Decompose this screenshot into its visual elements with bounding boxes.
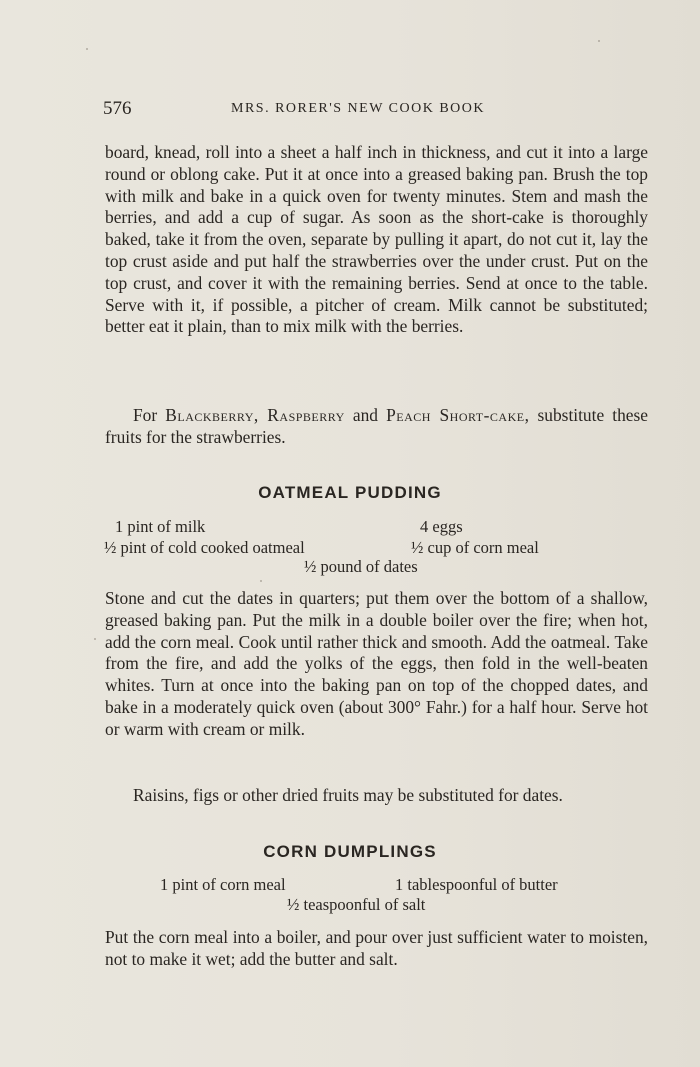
oatmeal-pudding-note: Raisins, figs or other dried fruits may be substituted for dates. bbox=[133, 785, 563, 805]
page-header bbox=[103, 98, 648, 122]
ingredient-item: 4 eggs bbox=[420, 517, 463, 536]
variation-tail: substitute these fruits for the strawberries. bbox=[105, 405, 648, 447]
paper-speck bbox=[94, 638, 96, 640]
recipe-title-oatmeal-pudding: OATMEAL PUDDING bbox=[258, 483, 442, 502]
ingredient-item: ½ cup of corn meal bbox=[411, 538, 539, 557]
ingredient-item: 1 pint of milk bbox=[115, 517, 206, 536]
running-title: MRS. RORER'S NEW COOK BOOK bbox=[231, 101, 486, 116]
recipe-title-corn-dumplings: CORN DUMPLINGS bbox=[263, 842, 437, 861]
variation-peach: Peach Short-cake, bbox=[386, 405, 530, 425]
paper-speck bbox=[260, 580, 262, 582]
ingredient-item: ½ pint of cold cooked oatmeal bbox=[104, 538, 305, 557]
paper-speck bbox=[86, 48, 88, 50]
page-number: 576 bbox=[103, 98, 132, 119]
shortcake-paragraph: board, knead, roll into a sheet a half inch in thickness, and cut it into a large round or oblong cake. Put it at once into a greased baking pan. Brush the top with milk and bake in a quick oven for twenty minutes. Stem and mash the berries, and add a cup of sugar. As soon as the short-cake is thoroughly baked, take it from the oven, separate by pulling it apart, do not cut it, lay the top crust aside and put half the strawberries over the under crust. Put on the top crust, and cover it with the remaining berries. Send at once to the table. Serve with it, if possible, a pitcher of cream. Milk cannot be substituted; better eat it plain, than to mix milk with the berries. bbox=[105, 142, 648, 337]
corn-dumplings-method: Put the corn meal into a boiler, and pour over just sufficient water to moisten, not to make it wet; add the butter and salt. bbox=[105, 927, 648, 969]
ingredient-item: ½ pound of dates bbox=[304, 557, 418, 576]
ingredient-item: 1 tablespoonful of butter bbox=[395, 875, 558, 894]
variation-and: and bbox=[352, 405, 378, 425]
variation-lead: For bbox=[133, 405, 158, 425]
paper-speck bbox=[598, 40, 600, 42]
ingredient-item: 1 pint of corn meal bbox=[160, 875, 286, 894]
oatmeal-pudding-method: Stone and cut the dates in quarters; put them over the bottom of a shallow, greased baking pan. Put the milk in a double boiler over the fire; when hot, add the corn meal. Cook until rather thick and smooth. Add the oatmeal. Take from the fire, and add the yolks of the eggs, then fold in the well-beaten whites. Turn at once into the baking pan on top of the chopped dates, and bake in a moderately quick oven (about 300° Fahr.) for a half hour. Serve hot or warm with cream or milk. bbox=[105, 588, 648, 739]
ingredient-item: ½ teaspoonful of salt bbox=[287, 895, 426, 914]
variation-names: Blackberry, Raspberry bbox=[165, 405, 345, 425]
shortcake-variation bbox=[105, 405, 648, 449]
